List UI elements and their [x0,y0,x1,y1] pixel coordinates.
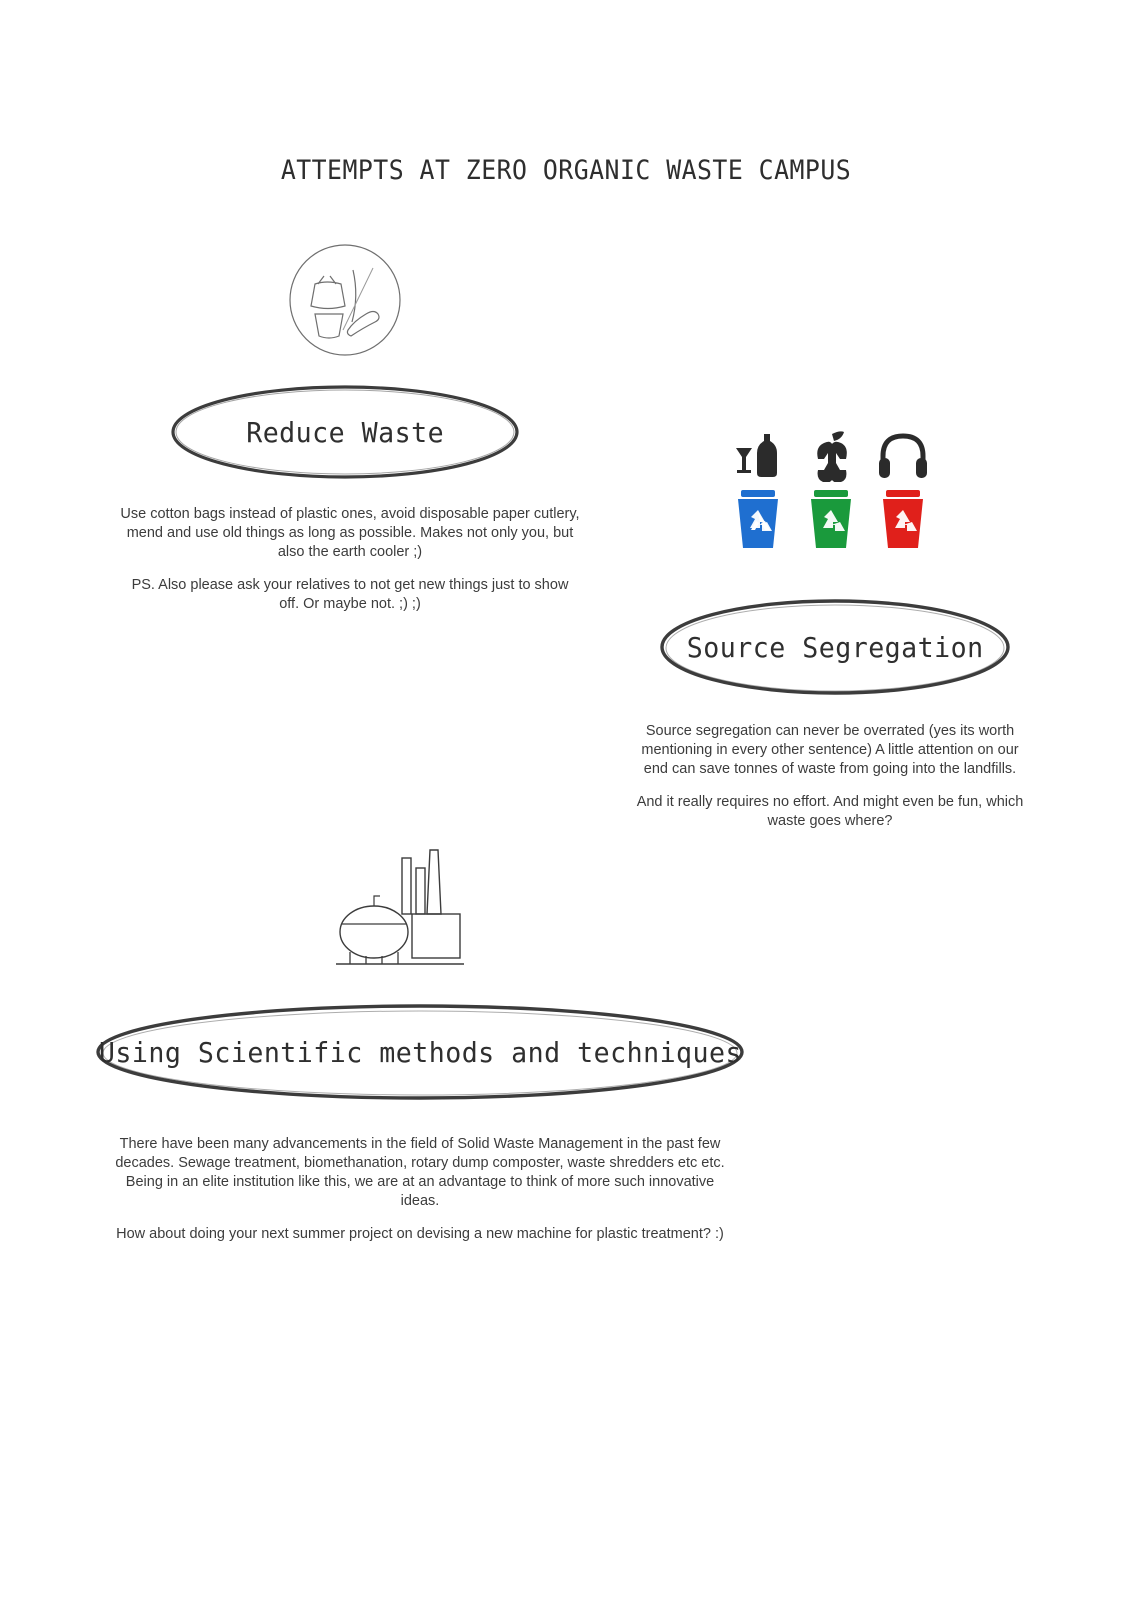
reduce-waste-icon [285,240,405,365]
body-text-source-segregation [630,722,1030,831]
paragraph: There have been many advancements in the field of Solid Waste Management in the past few decades. Sewage treatment, biomethanation, rotary dump composter, waste shredders etc etc. Being in an elite institution like this, we are at an advantage to think of more such innovative ideas. [115,1136,725,1209]
page-title: ATTEMPTS AT ZERO ORGANIC WASTE CAMPUS [280,155,852,186]
headphones-icon [877,430,929,482]
bubble-reduce-waste [165,380,525,485]
section-source-segregation [610,595,1030,831]
treatment-plant-icon [330,840,480,975]
paragraph: And it really requires no effort. And might even be fun, which waste goes where? [636,794,1024,829]
bottle-and-glass-icon [730,430,786,482]
bubble-label-source-segregation: Source Segregation [686,631,984,664]
bubble-scientific-methods [90,1000,750,1105]
bin-red [876,430,930,555]
bin-body-red [876,488,930,555]
paragraph: How about doing your next summer project on devising a new machine for plastic treatment? :) [116,1226,724,1242]
body-text-reduce-waste [120,505,580,614]
section-scientific-methods [80,1000,760,1244]
paragraph: Use cotton bags instead of plastic ones, avoid disposable paper cutlery, mend and use old things as long as possible. Makes not only you, but also the earth cooler ;) [120,506,580,560]
bin-body-blue [731,488,785,555]
section-reduce-waste [95,380,595,614]
apple-core-icon [810,430,852,482]
paragraph: PS. Also please ask your relatives to not get new things just to show off. Or maybe not. ;) ;) [131,577,569,612]
waste-bins-icon [730,430,930,555]
body-text-scientific-methods [110,1135,730,1244]
bubble-label-reduce-waste: Reduce Waste [246,416,444,449]
bubble-source-segregation [655,595,1015,700]
bin-green [804,430,858,555]
paragraph: Source segregation can never be overrated (yes its worth mentioning in every other sentence) A little attention on our end can save tonnes of waste from going into the landfills. [641,723,1019,777]
bin-blue [730,430,786,555]
bubble-label-scientific-methods: Using Scientific methods and techniques [98,1036,742,1069]
bin-body-green [804,488,858,555]
